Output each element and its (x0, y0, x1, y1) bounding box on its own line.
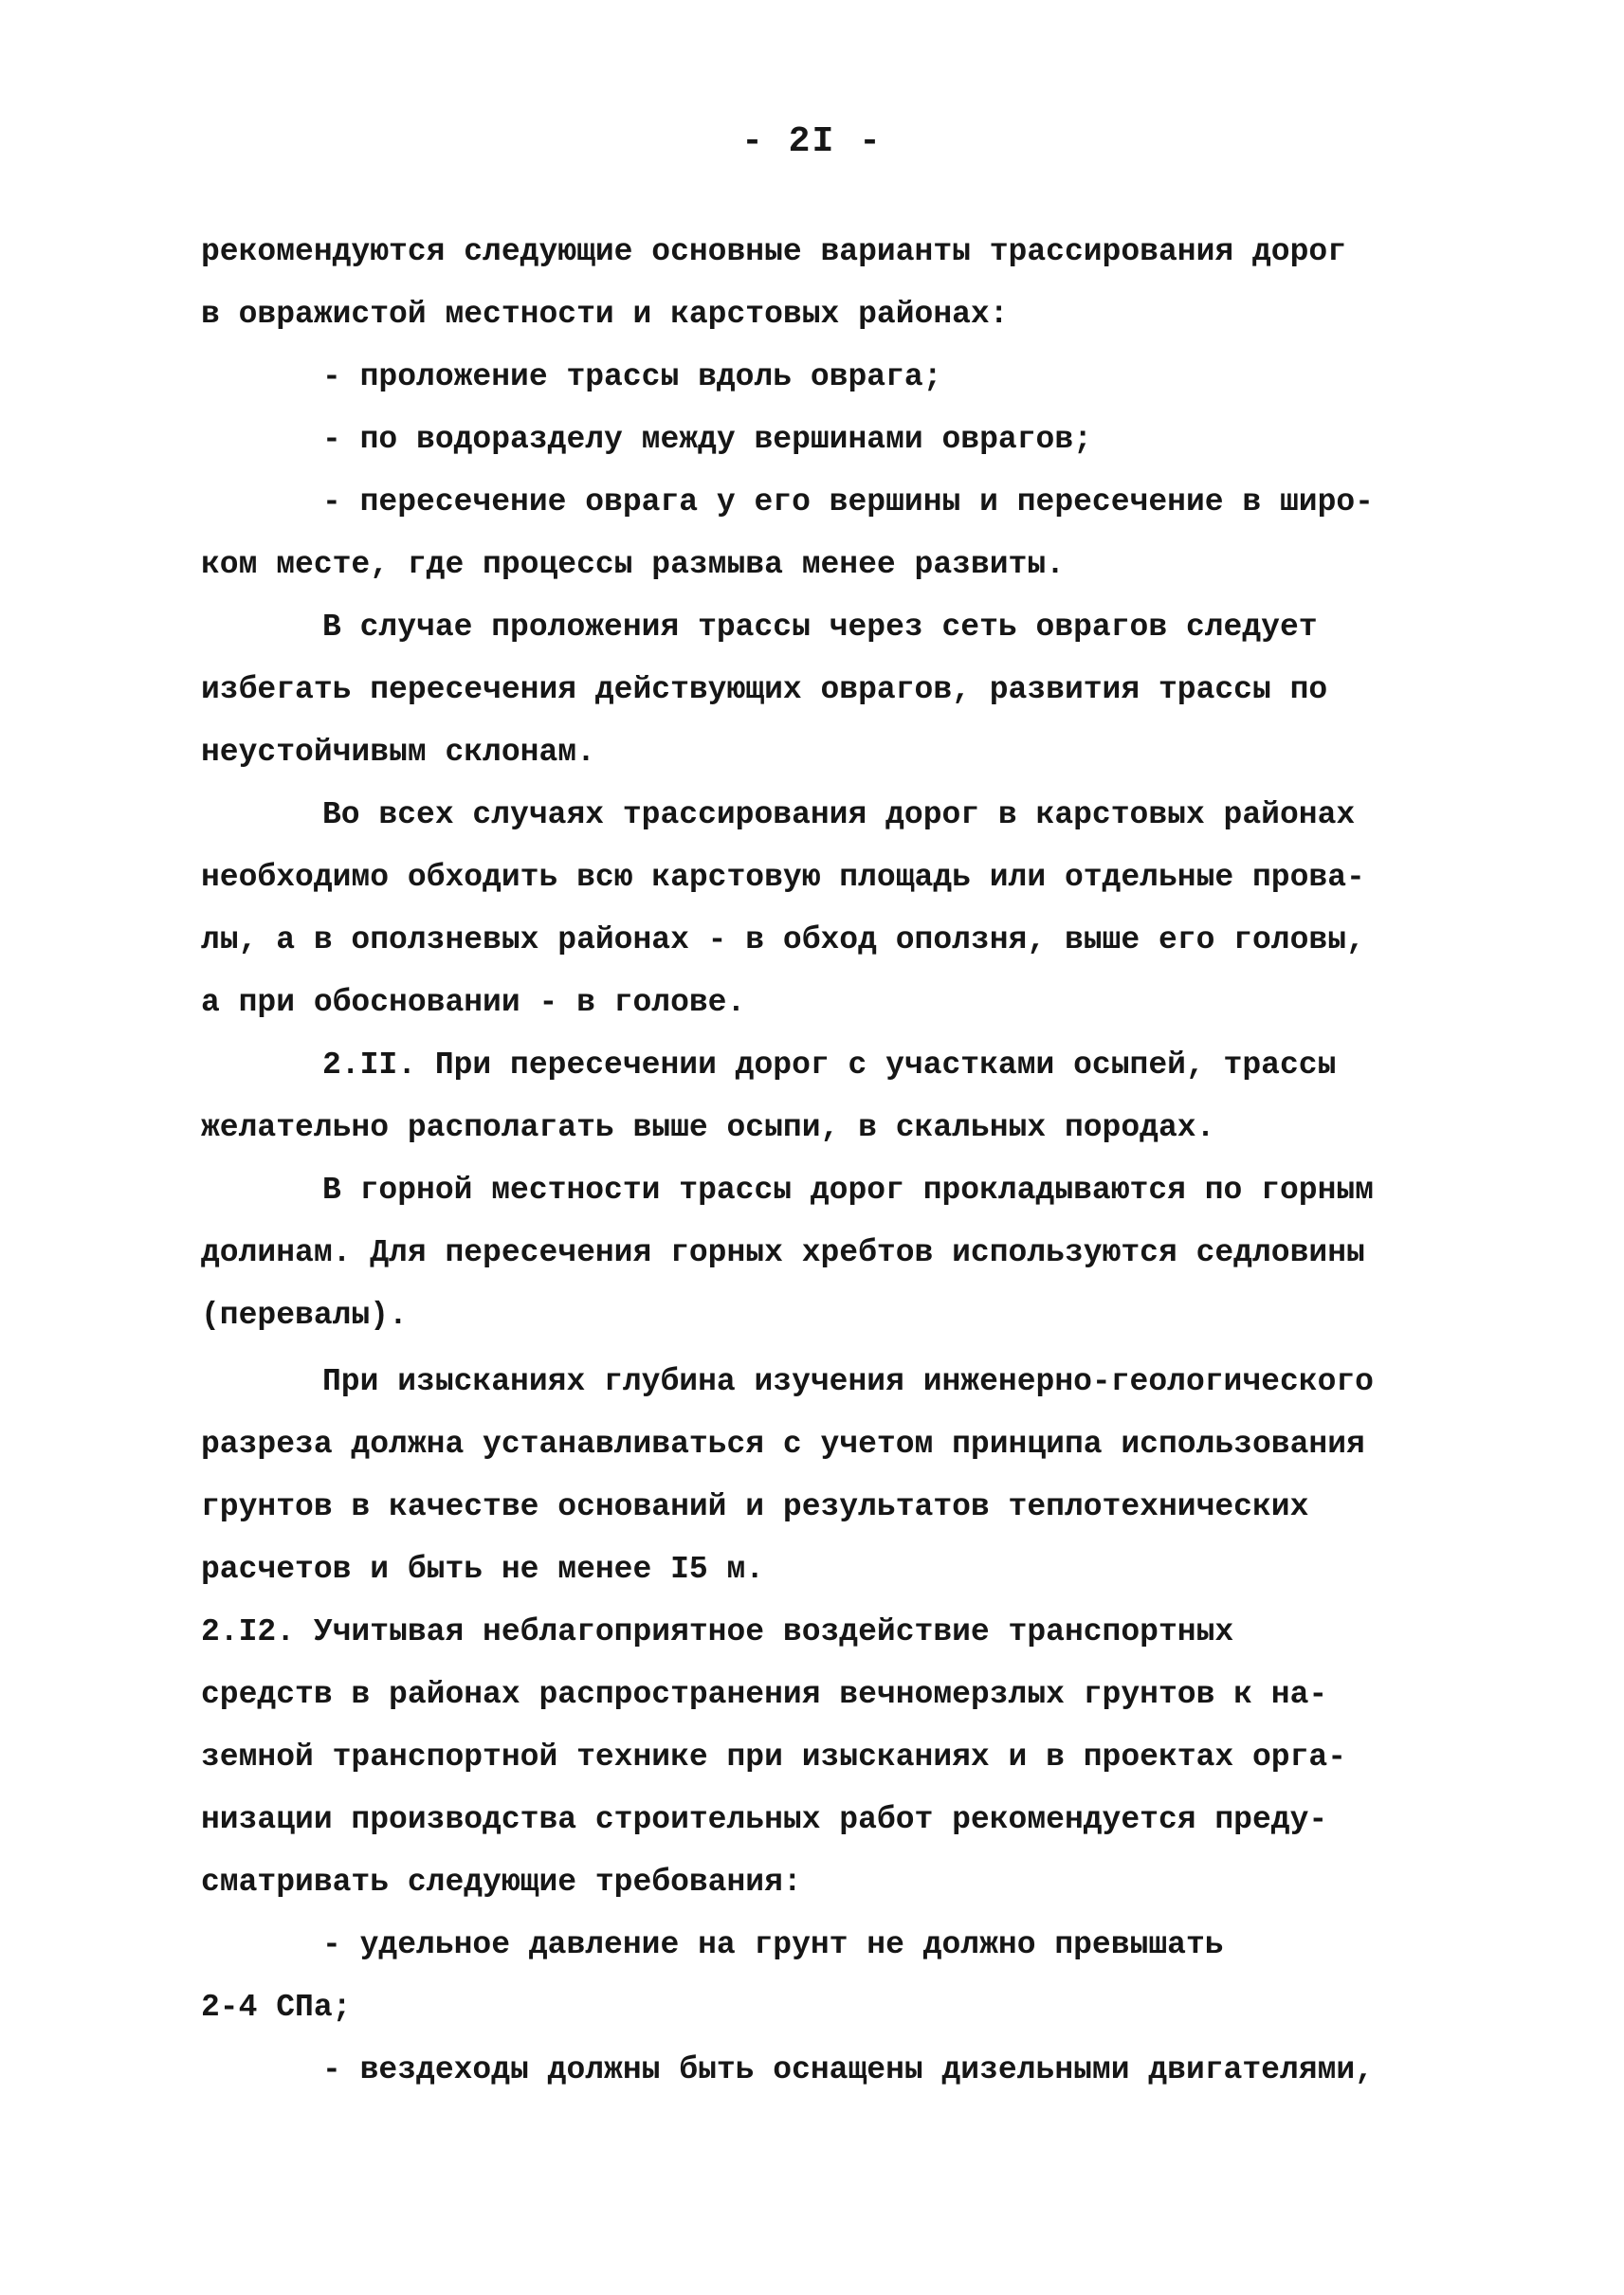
text-line: - проложение трассы вдоль оврага; (322, 359, 942, 394)
text-line: 2-4 СПа; (201, 1990, 352, 2025)
text-line: - удельное давление на грунт не должно превышать (322, 1927, 1224, 1962)
text-line: неустойчивым склонам. (201, 735, 595, 770)
text-line: В случае проложения трассы через сеть оврагов следует (322, 610, 1318, 645)
text-line: сматривать следующие требования: (201, 1865, 802, 1900)
text-line: а при обосновании - в голове. (201, 985, 746, 1020)
text-line: долинам. Для пересечения горных хребтов используются седловины (201, 1235, 1365, 1270)
text-line: в овражистой местности и карстовых районах: (201, 297, 1009, 332)
text-line: 2.II. При пересечении дорог с участками осыпей, трассы (322, 1047, 1337, 1083)
text-line: (перевалы). (201, 1298, 408, 1333)
text-line: - по водоразделу между вершинами оврагов; (322, 422, 1092, 457)
text-line: желательно располагать выше осыпи, в скальных породах. (201, 1110, 1215, 1145)
text-line: 2.I2. Учитывая неблагоприятное воздействие транспортных (201, 1614, 1234, 1649)
text-line: - пересечение оврага у его вершины и пересечение в широ- (322, 484, 1374, 519)
page-number: - 2I - (741, 121, 883, 162)
text-line: Во всех случаях трассирования дорог в карстовых районах (322, 797, 1356, 832)
text-line: грунтов в качестве оснований и результатов теплотехнических (201, 1489, 1309, 1524)
text-line: средств в районах распространения вечномерзлых грунтов к на- (201, 1677, 1328, 1712)
text-line: лы, а в оползневых районах - в обход оползня, выше его головы, (201, 922, 1365, 957)
text-line: рекомендуются следующие основные варианты трассирования дорог (201, 234, 1346, 269)
text-line: В горной местности трассы дорог прокладываются по горным (322, 1173, 1374, 1208)
text-line: низации производства строительных работ рекомендуется преду- (201, 1802, 1328, 1837)
text-line: ком месте, где процессы размыва менее развиты. (201, 547, 1065, 582)
text-line: - вездеходы должны быть оснащены дизельными двигателями, (322, 2052, 1374, 2087)
text-line: При изысканиях глубина изучения инженерно-геологического (322, 1364, 1374, 1399)
text-line: земной транспортной технике при изысканиях и в проектах орга- (201, 1739, 1346, 1775)
text-line: избегать пересечения действующих оврагов, развития трассы по (201, 672, 1328, 707)
text-line: необходимо обходить всю карстовую площадь или отдельные прова- (201, 860, 1365, 895)
text-line: разреза должна устанавливаться с учетом принципа использования (201, 1427, 1365, 1462)
text-line: расчетов и быть не менее I5 м. (201, 1552, 765, 1587)
